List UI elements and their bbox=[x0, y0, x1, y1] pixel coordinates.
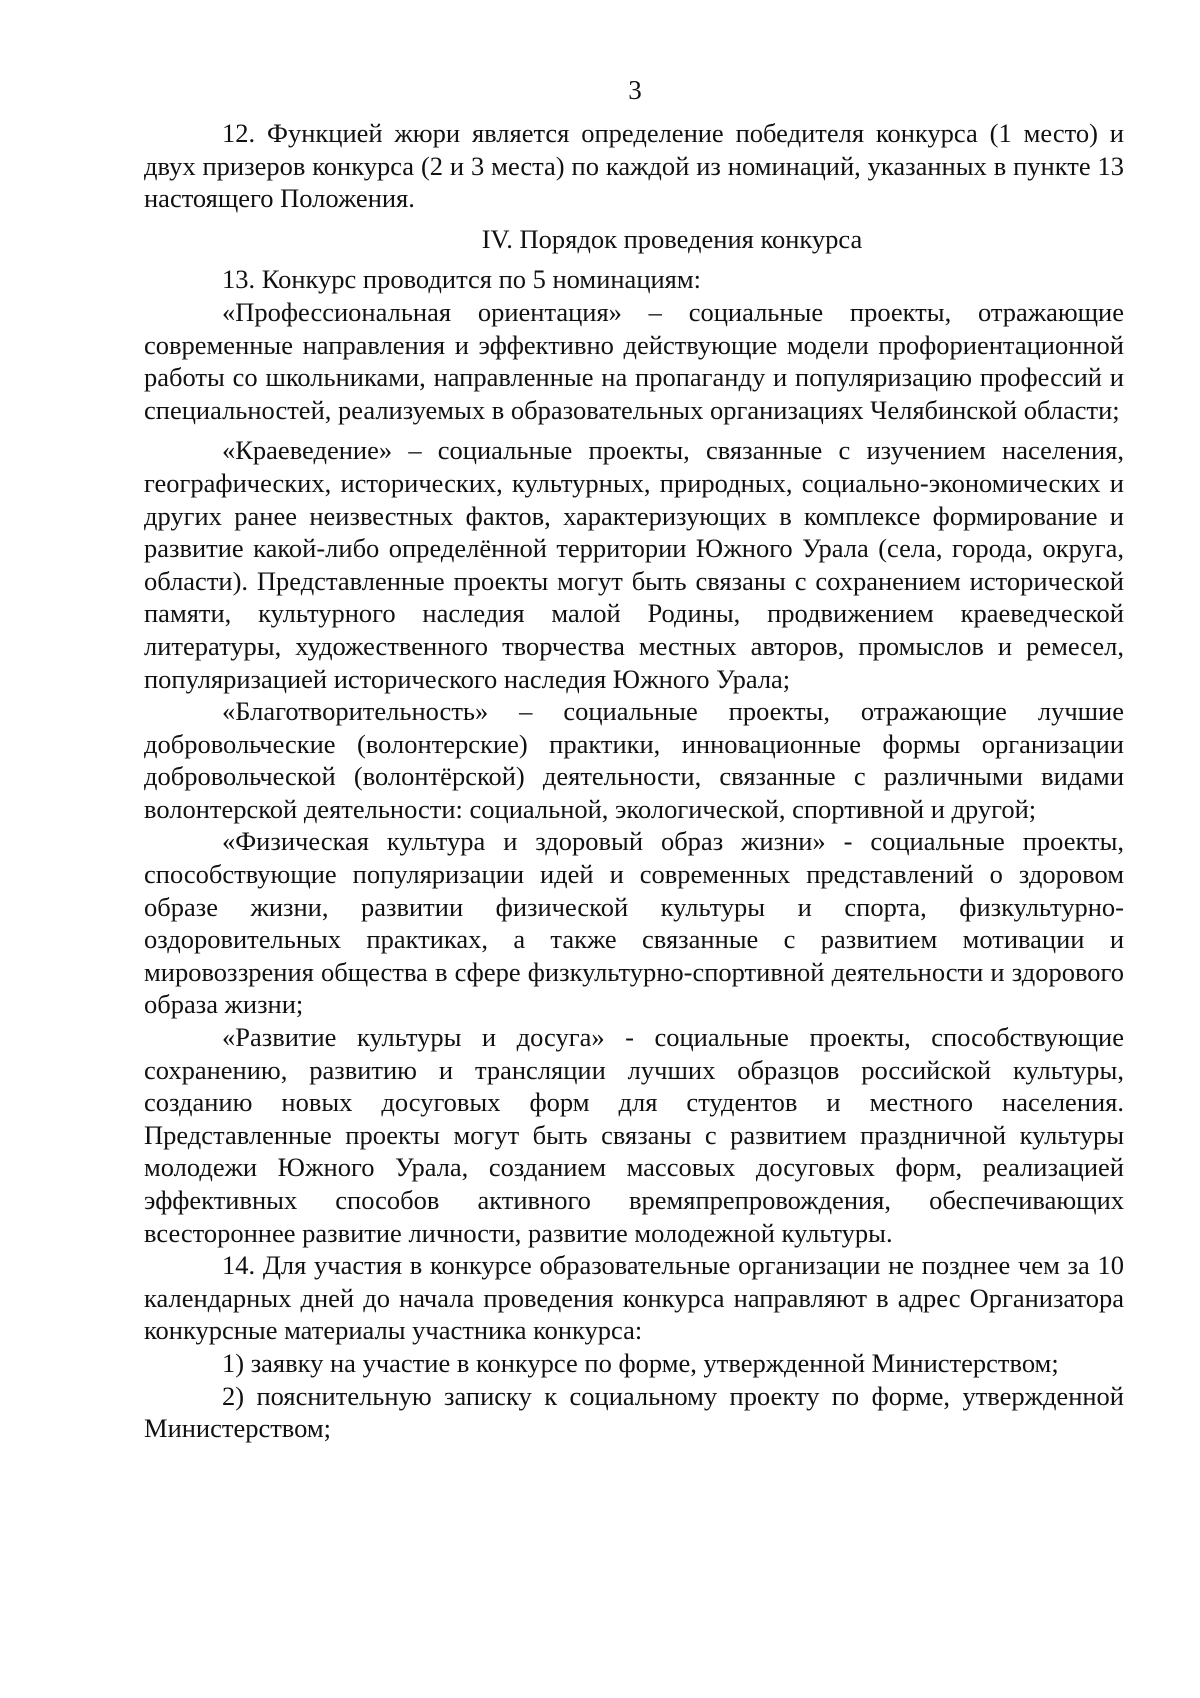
nomination-culture-leisure: «Развитие культуры и досуга» - социальные проекты, способствующие сохранению, развитию и трансляции лучших образцов российской культуры, созданию новых досуговых форм для студентов и местного населения. Представленные проекты могут быть связаны с развитием праздничной культуры молодежи Южного Урала, созданием массовых досуговых форм, реализацией эффективных способов активного времяпрепровождения, обеспечивающих всестороннее развитие личности, развитие молодежной культуры. bbox=[144, 1022, 1124, 1248]
nomination-local-history: «Краеведение» – социальные проекты, связанные с изучением населения, географических, исторических, культурных, природных, социально-экономических и других ранее неизвестных фактов, характеризующих в комплексе формирование и развитие какой-либо определённой территории Южного Урала (села, города, округа, области). Представленные проекты могут быть связаны с сохранением исторической памяти, культурного наследия малой Родины, продвижением краеведческой литературы, художественного творчества местных авторов, промыслов и ремесел, популяризацией исторического наследия Южного Урала; bbox=[144, 435, 1124, 694]
paragraph-13: 13. Конкурс проводится по 5 номинациям: bbox=[222, 264, 702, 295]
page-number: 3 bbox=[628, 75, 642, 105]
paragraph-14: 14. Для участия в конкурсе образовательные организации не позднее чем за 10 календарных дней до начала проведения конкурса направляют в адрес Организатора конкурсные материалы участника конкурса: bbox=[144, 1250, 1124, 1346]
nomination-charity: «Благотворительность» – социальные проекты, отражающие лучшие добровольческие (волонтерские) практики, инновационные формы организации добровольческой (волонтёрской) деятельности, связанные с различными видами волонтерской деятельности: социальной, экологической, спортивной и другой; bbox=[144, 696, 1124, 824]
paragraph-14-item-2: 2) пояснительную записку к социальному проекту по форме, утвержденной Министерством; bbox=[144, 1380, 1124, 1444]
document-body bbox=[144, 117, 1124, 1445]
section-heading: IV. Порядок проведения конкурса bbox=[481, 223, 863, 254]
nomination-physical-culture: «Физическая культура и здоровый образ жизни» - социальные проекты, способствующие популяризации идей и современных представлений о здоровом образе жизни, развитии физической культуры и спорта, физкультурно-оздоровительных практиках, а также связанные с развитием мотивации и мировоззрения общества в сфере физкультурно-спортивной деятельности и здорового образа жизни; bbox=[144, 826, 1124, 1020]
paragraph-12: 12. Функцией жюри является определение победителя конкурса (1 место) и двух призеров конкурса (2 и 3 места) по каждой из номинаций, указанных в пункте 13 настоящего Положения. bbox=[144, 118, 1124, 214]
nomination-career-guidance: «Профессиональная ориентация» – социальные проекты, отражающие современные направления и эффективно действующие модели профориентационной работы со школьниками, направленные на пропаганду и популяризацию профессий и специальностей, реализуемых в образовательных организациях Челябинской области; bbox=[144, 296, 1124, 425]
paragraph-14-item-1: 1) заявку на участие в конкурсе по форме, утвержденной Министерством; bbox=[222, 1347, 1059, 1378]
